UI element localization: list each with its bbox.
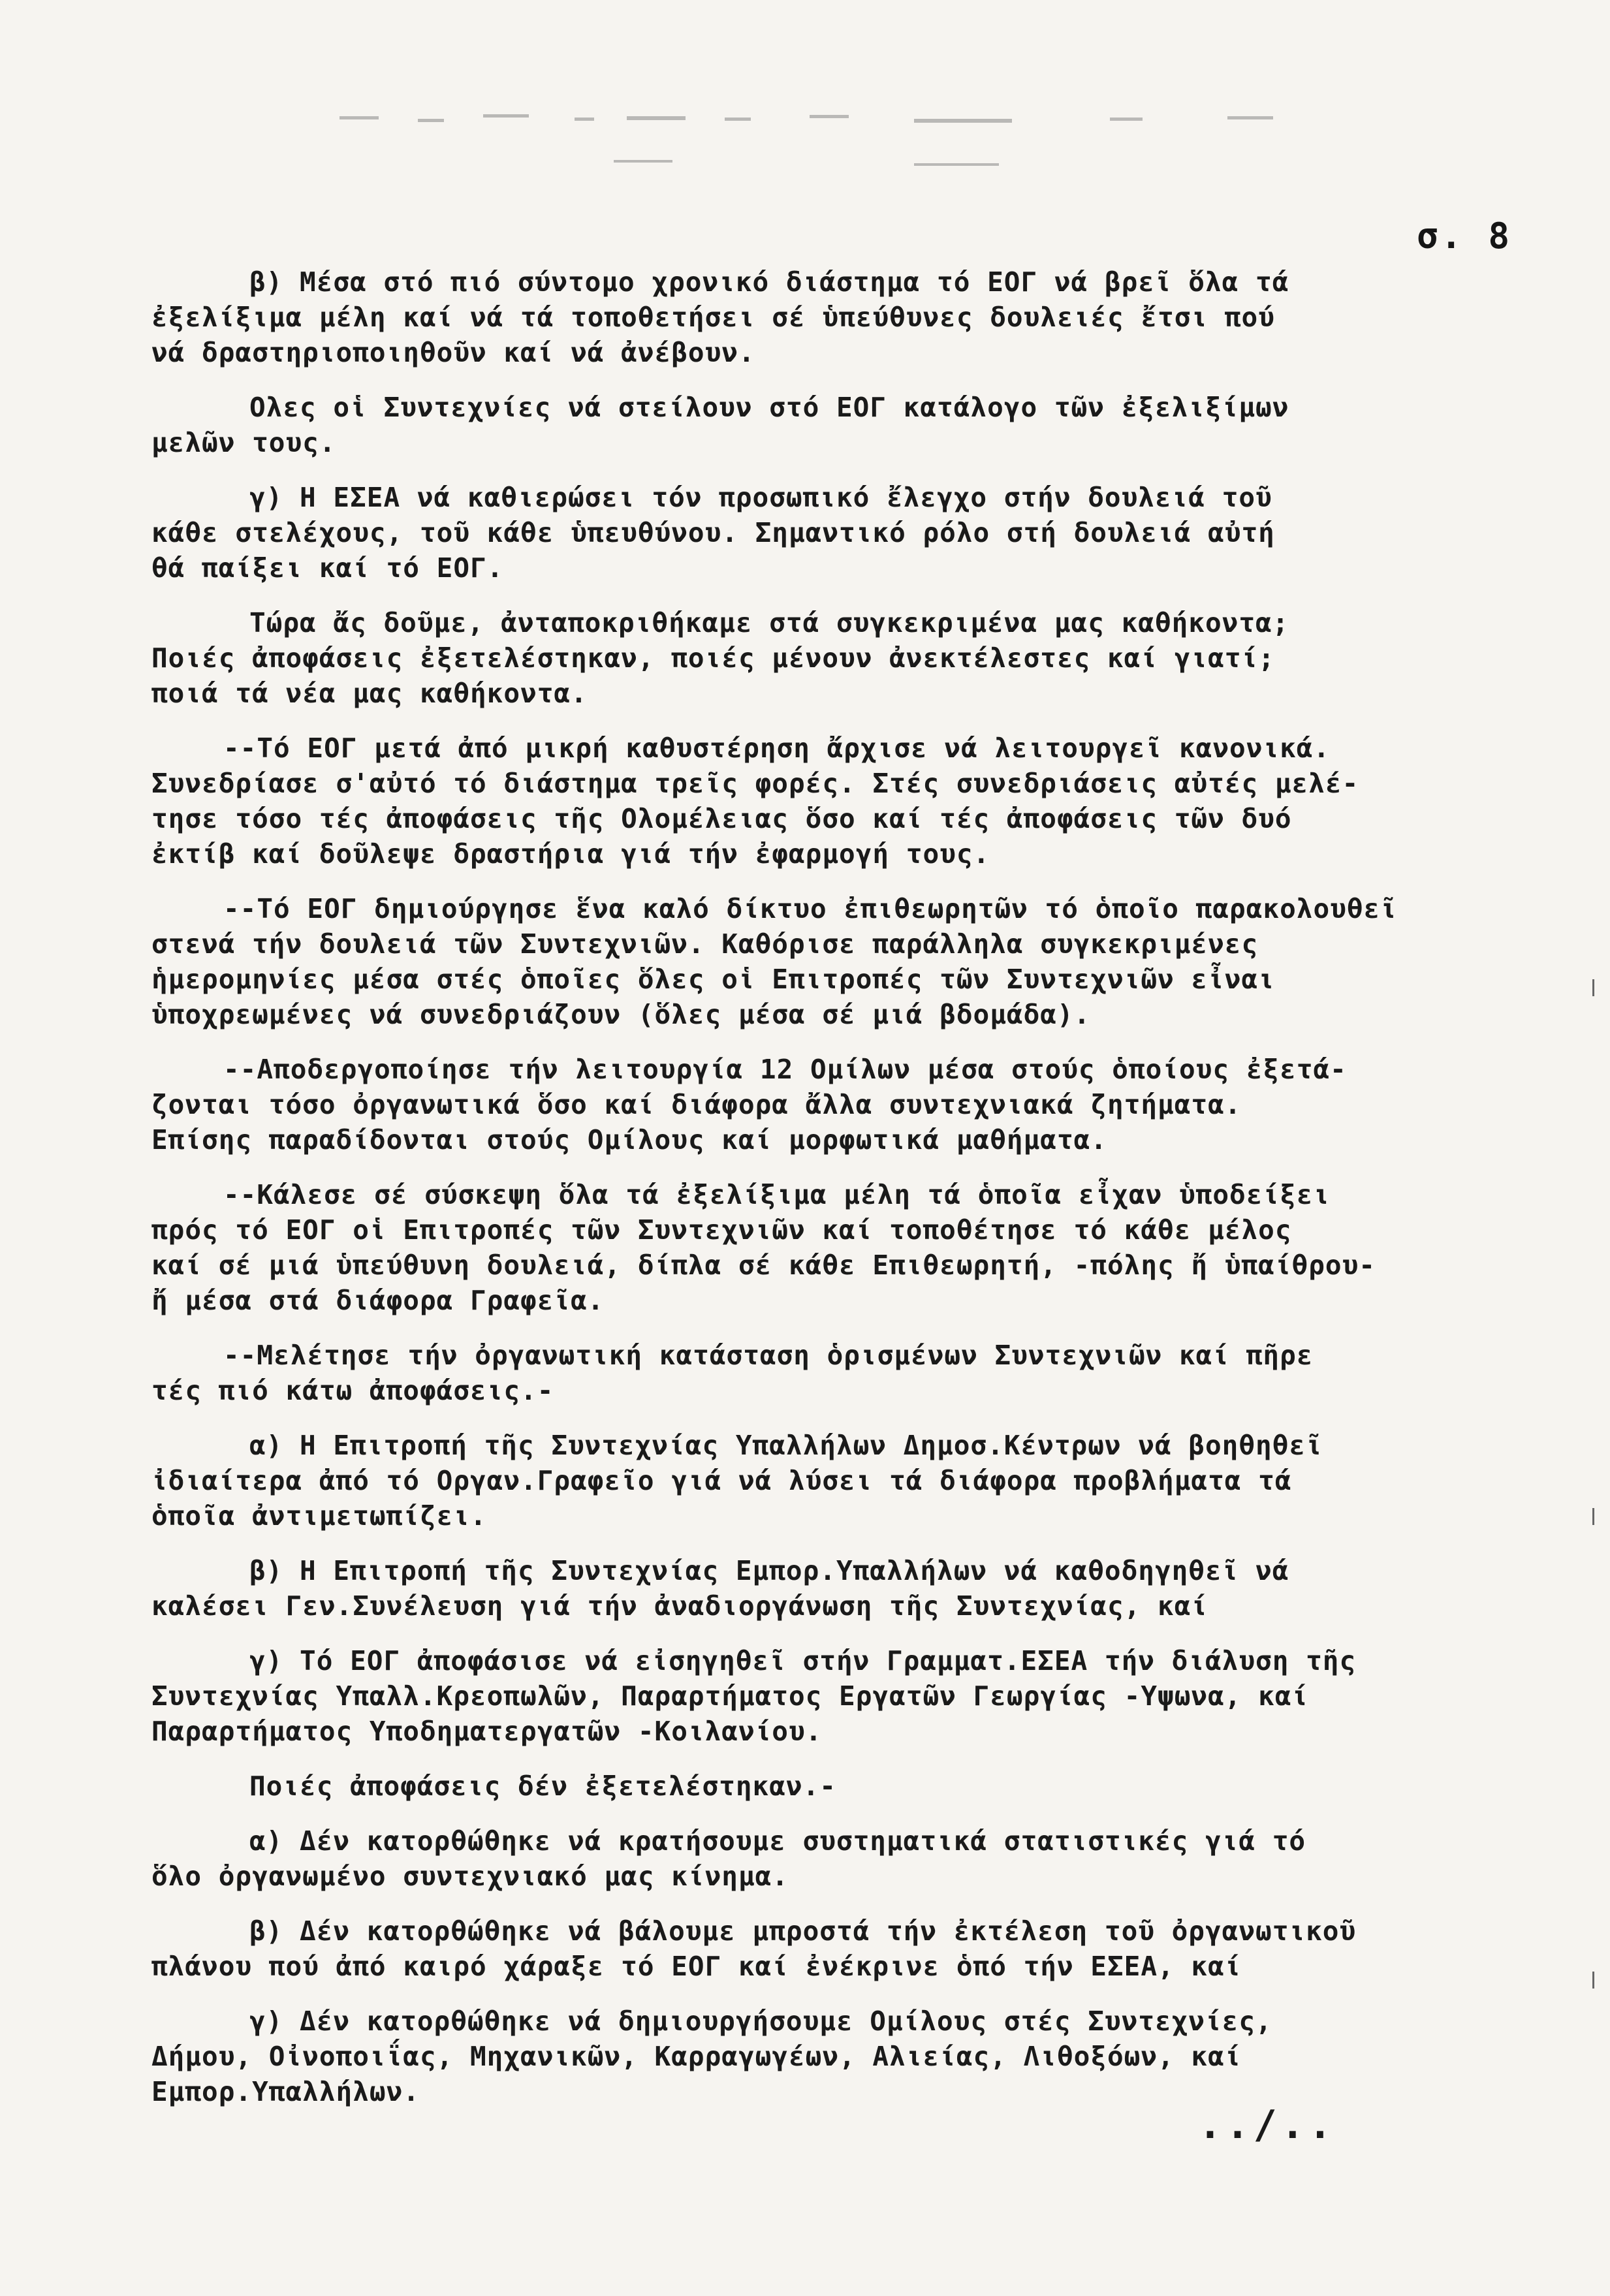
text-line: καλέσει Γεν.Συνέλευση γιά τήν ἀναδιοργάνωση τῆς Συντεχνίας, καί [151, 1590, 1208, 1622]
text-line: καί σέ μιά ὑπεύθυνη δουλειά, δίπλα σέ κάθε Επιθεωρητή, -πόλης ἤ ὑπαίθρου- [151, 1250, 1376, 1281]
text-line: Δήμου, Οἰνοποιΐας, Μηχανικῶν, Καρραγωγέων, Αλιείας, Λιθοξόων, καί [151, 2041, 1242, 2072]
paragraph [151, 1177, 1509, 1318]
paragraph [151, 1913, 1509, 1984]
document-body [151, 264, 1509, 2129]
text-line: Συνεδρίασε σ'αὐτό τό διάστημα τρεῖς φορές. Στές συνεδριάσεις αὐτές μελέ- [151, 768, 1359, 799]
paragraph [151, 1643, 1509, 1749]
text-line: β) Η Επιτροπή τῆς Συντεχνίας Εμπορ.Υπαλλήλων νά καθοδηγηθεῖ νά [249, 1555, 1289, 1586]
paragraph [151, 264, 1509, 370]
text-line: ὁποῖα ἀντιμετωπίζει. [151, 1500, 487, 1532]
text-line: --Τό ΕΟΓ μετά ἀπό μικρή καθυστέρηση ἄρχισε νά λειτουργεῖ κανονικά. [223, 732, 1331, 764]
text-line: ζονται τόσο ὀργανωτικά ὅσο καί διάφορα ἄλλα συντεχνιακά ζητήματα. [151, 1089, 1242, 1120]
text-line: ἰδιαίτερα ἀπό τό Οργαν.Γραφεῖο γιά νά λύσει τά διάφορα προβλήματα τά [151, 1465, 1292, 1496]
page-number: σ. 8 [1416, 215, 1512, 257]
text-line: Συντεχνίας Υπαλλ.Κρεοπωλῶν, Παραρτήματος Εργατῶν Γεωργίας -Υψωνα, καί [151, 1680, 1309, 1712]
text-line: τές πιό κάτω ἀποφάσεις.- [151, 1375, 554, 1406]
text-line: κάθε στελέχους, τοῦ κάθε ὑπευθύνου. Σημαντικό ρόλο στή δουλειά αὐτή [151, 517, 1275, 548]
text-line: Ποιές ἀποφάσεις δέν ἐξετελέστηκαν.- [249, 1770, 836, 1802]
text-line: β) Δέν κατορθώθηκε νά βάλουμε μπροστά τήν ἐκτέλεση τοῦ ὀργανωτικοῦ [249, 1915, 1357, 1947]
paragraph [151, 1553, 1509, 1624]
text-line: Ποιές ἀποφάσεις ἐξετελέστηκαν, ποιές μένουν ἀνεκτέλεστες καί γιατί; [151, 642, 1275, 674]
paragraph [151, 605, 1509, 711]
text-line: πλάνου πού ἀπό καιρό χάραξε τό ΕΟΓ καί ἐνέκρινε ὁπό τήν ΕΣΕΑ, καί [151, 1951, 1242, 1982]
text-line: γ) Τό ΕΟΓ ἀποφάσισε νά εἰσηγηθεῖ στήν Γραμματ.ΕΣΕΑ τήν διάλυση τῆς [249, 1645, 1357, 1676]
text-line: ποιά τά νέα μας καθήκοντα. [151, 678, 588, 709]
text-line: --Τό ΕΟΓ δημιούργησε ἕνα καλό δίκτυο ἐπιθεωρητῶν τό ὁποῖο παρακολουθεῖ [223, 893, 1397, 924]
paragraph [151, 480, 1509, 586]
text-line: μελῶν τους. [151, 427, 336, 458]
text-line: --Κάλεσε σέ σύσκεψη ὅλα τά ἐξελίξιμα μέλη τά ὁποῖα εἶχαν ὑποδείξει [223, 1179, 1331, 1210]
text-line: Τώρα ἄς δοῦμε, ἀνταποκριθήκαμε στά συγκεκριμένα μας καθήκοντα; [249, 607, 1289, 638]
margin-mark [1592, 1972, 1594, 1989]
text-line: ἐξελίξιμα μέλη καί νά τά τοποθετήσει σέ ὑπεύθυνες δουλειές ἔτσι πού [151, 302, 1275, 333]
text-line: τησε τόσο τές ἀποφάσεις τῆς Ολομέλειας ὅσο καί τές ἀποφάσεις τῶν δυό [151, 803, 1292, 834]
text-line: α) Δέν κατορθώθηκε νά κρατήσουμε συστηματικά στατιστικές γιά τό [249, 1825, 1306, 1857]
text-line: Παραρτήματος Υποδηματεργατῶν -Κοιλανίου. [151, 1716, 823, 1747]
paragraph [151, 1338, 1509, 1408]
text-line: ὑποχρεωμένες νά συνεδριάζουν (ὅλες μέσα σέ μιά βδομάδα). [151, 999, 1091, 1030]
continuation-mark: ../.. [1198, 2102, 1336, 2148]
text-line: β) Μέσα στό πιό σύντομο χρονικό διάστημα τό ΕΟΓ νά βρεῖ ὅλα τά [249, 266, 1289, 298]
paragraph [151, 1052, 1509, 1157]
text-line: ἡμερομηνίες μέσα στές ὁποῖες ὅλες οἱ Επιτροπές τῶν Συντεχνιῶν εἶναι [151, 964, 1275, 995]
paragraph [151, 390, 1509, 460]
text-line: α) Η Επιτροπή τῆς Συντεχνίας Υπαλλήλων Δημοσ.Κέντρων νά βοηθηθεῖ [249, 1430, 1323, 1461]
text-line: ἐκτίβ καί δοῦλεψε δραστήρια γιά τήν ἐφαρμογή τους. [151, 838, 990, 870]
text-line: Επίσης παραδίδονται στούς Ομίλους καί μορφωτικά μαθήματα. [151, 1124, 1107, 1156]
paragraph [151, 891, 1509, 1032]
text-line: γ) Η ΕΣΕΑ νά καθιερώσει τόν προσωπικό ἔλεγχο στήν δουλειά τοῦ [249, 482, 1272, 513]
paragraph [151, 731, 1509, 872]
paragraph [151, 2004, 1509, 2109]
margin-mark [1592, 1508, 1594, 1525]
text-line: στενά τήν δουλειά τῶν Συντεχνιῶν. Καθόρισε παράλληλα συγκεκριμένες [151, 928, 1259, 960]
text-line: --Μελέτησε τήν ὀργανωτική κατάσταση ὁρισμένων Συντεχνιῶν καί πῆρε [223, 1340, 1314, 1371]
text-line: θά παίξει καί τό ΕΟΓ. [151, 552, 504, 584]
text-line: γ) Δέν κατορθώθηκε νά δημιουργήσουμε Ομίλους στές Συντεχνίες, [249, 2005, 1272, 2037]
text-line: νά δραστηριοποιηθοῦν καί νά ἀνέβουν. [151, 337, 755, 368]
paragraph [151, 1428, 1509, 1533]
paragraph [151, 1823, 1509, 1894]
text-line: πρός τό ΕΟΓ οἱ Επιτροπές τῶν Συντεχνιῶν καί τοποθέτησε τό κάθε μέλος [151, 1214, 1292, 1246]
text-line: --Αποδεργοποίησε τήν λειτουργία 12 Ομίλων μέσα στούς ὁποίους ἐξετά- [223, 1054, 1347, 1085]
text-line: ὅλο ὀργανωμένο συντεχνιακό μας κίνημα. [151, 1861, 789, 1892]
margin-mark [1592, 979, 1594, 996]
text-line: Ολες οἱ Συντεχνίες νά στείλουν στό ΕΟΓ κατάλογο τῶν ἐξελιξίμων [249, 392, 1289, 423]
text-line: Εμπορ.Υπαλλήλων. [151, 2076, 420, 2107]
paragraph [151, 1769, 1509, 1804]
text-line: ἤ μέσα στά διάφορα Γραφεῖα. [151, 1285, 605, 1316]
